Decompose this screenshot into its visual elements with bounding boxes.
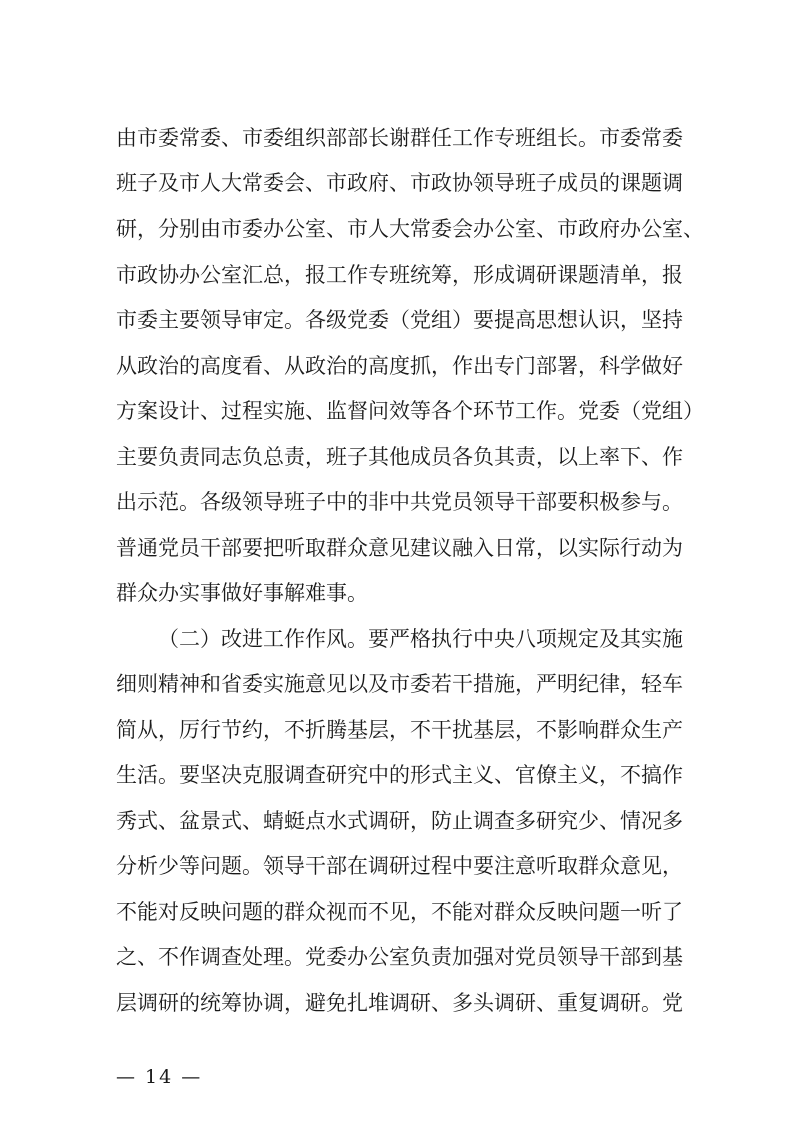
paragraph-2-line-8: 之、不作调查处理。党委办公室负责加强对党员领导干部到基 [116, 945, 683, 969]
page-number: — 14 — [116, 1066, 203, 1088]
paragraph-1-line-10: 普通党员干部要把听取群众意见建议融入日常，以实际行动为 [116, 536, 683, 560]
paragraph-1-line-7: 方案设计、过程实施、监督问效等各个环节工作。党委（党组） [116, 399, 704, 423]
paragraph-2-line-1: （二）改进工作作风。要严格执行中央八项规定及其实施 [158, 627, 683, 651]
paragraph-2-line-7: 不能对反映问题的群众视而不见，不能对群众反映问题一听了 [116, 900, 683, 924]
paragraph-2-line-2: 细则精神和省委实施意见以及市委若干措施，严明纪律，轻车 [116, 672, 683, 696]
paragraph-1-line-9: 出示范。各级领导班子中的非中共党员领导干部要积极参与。 [116, 490, 683, 514]
paragraph-1-line-1: 由市委常委、市委组织部部长谢群任工作专班组长。市委常委 [116, 126, 683, 150]
paragraph-1-line-11: 群众办实事做好事解难事。 [116, 581, 368, 605]
paragraph-1-line-3: 研，分别由市委办公室、市人大常委会办公室、市政府办公室、 [116, 217, 704, 241]
paragraph-2-line-4: 生活。要坚决克服调查研究中的形式主义、官僚主义，不搞作 [116, 763, 683, 787]
paragraph-1-line-2: 班子及市人大常委会、市政府、市政协领导班子成员的课题调 [116, 171, 683, 195]
paragraph-2-line-6: 分析少等问题。领导干部在调研过程中要注意听取群众意见， [116, 854, 683, 878]
paragraph-1-line-8: 主要负责同志负总责，班子其他成员各负其责，以上率下、作 [116, 445, 683, 469]
paragraph-2-line-3: 简从，厉行节约，不折腾基层，不干扰基层，不影响群众生产 [116, 718, 683, 742]
paragraph-1-line-5: 市委主要领导审定。各级党委（党组）要提高思想认识，坚持 [116, 308, 683, 332]
paragraph-1-line-6: 从政治的高度看、从政治的高度抓，作出专门部署，科学做好 [116, 354, 683, 378]
paragraph-2-line-5: 秀式、盆景式、蜻蜓点水式调研，防止调查多研究少、情况多 [116, 809, 683, 833]
paragraph-1-line-4: 市政协办公室汇总，报工作专班统筹，形成调研课题清单，报 [116, 263, 683, 287]
paragraph-2-line-9: 层调研的统筹协调，避免扎堆调研、多头调研、重复调研。党 [116, 991, 683, 1015]
